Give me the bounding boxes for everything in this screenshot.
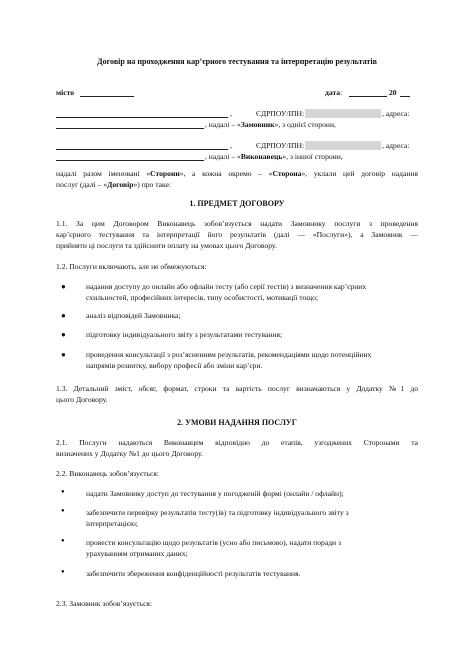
bullet-dot-icon: ● [61,282,66,291]
contractor-name-blank[interactable] [56,149,228,150]
s1-p3-line2: цього Договору. [56,395,108,404]
intro-text-2: », а кожна окремо – « [179,169,273,178]
contractor-role-name: Виконавець [240,152,283,161]
client-role-text [205,120,336,130]
s2-bullet-1: надати Замовнику доступ до тестування у погодженій формі (онлайн / офлайн); [86,489,344,498]
client-suffix-post: », з однієї сторони, [274,120,336,129]
intro-line-2 [56,180,171,190]
year-prefix: 20 [389,88,397,97]
bullet-dot-icon: ● [61,330,66,339]
intro-text-3: », уклали цей договір надання [301,169,418,178]
contractor-suffix-pre: , надалі – « [205,152,241,161]
client-address-label: , адреса: [382,109,410,118]
city-blank[interactable] [80,96,134,97]
client-address-blank[interactable] [56,128,204,129]
client-name-blank[interactable] [56,117,228,118]
intro-text-5: ») про таке: [133,180,172,189]
s1-bullet-1-line1: надання доступу до онлайн або офлайн тесту (або серії тестів) з визначення кар’єрних [86,282,367,291]
s1-p1-line1: 1.1. За цим Договором Виконавець зобов’язується надати Замовнику послуги з проведення [56,219,418,228]
s1-bullet-2: аналіз відповідей Замовника; [86,311,181,320]
s1-p1-line2: кар’єрного тестування та інтерпретації його результатів (далі — «Послуги»), а Замовник — [56,230,418,239]
intro-bold-sides: Сторони [150,169,180,178]
bullet-dot-icon: ● [61,350,66,359]
intro-line-1 [56,169,418,179]
year-blank[interactable] [400,96,410,97]
intro-text-4: послуг (далі – « [56,180,108,189]
date-label: дата [325,88,341,97]
s2-p1-line1: 2.1. Послуги надаються Виконавцем відповідно до етапів, узгоджених Сторонами та [56,438,418,447]
contractor-edrpou-field[interactable] [305,141,381,150]
contractor-comma: , [230,141,232,150]
s2-p1-line2: визначених у Додатку №1 до цього Договору. [56,449,203,458]
client-edrpou-label: ЄДРПОУ/ІПН: [256,109,305,118]
contractor-address-label: , адреса: [382,141,410,150]
client-role-name: Замовник [240,120,275,129]
date-label-wrap [325,88,342,98]
intro-bold-side: Сторона [272,169,302,178]
document-title: Договір на проходження кар’єрного тестування та інтерпретацію результатів [97,57,377,66]
s1-p3-line1: 1.3. Детальний зміст, обсяг, формат, строки та вартість послуг визначаються у Додатку №1 до [56,384,418,393]
s2-p3: 2.3. Замовник зобов’язується: [56,599,153,608]
city-label: місто [56,88,75,97]
bullet-dot-icon: ● [61,508,65,514]
section-2-heading: 2. УМОВИ НАДАННЯ ПОСЛУГ [177,418,297,427]
bullet-dot-icon: ● [61,538,65,544]
s1-bullet-1-line2: схильностей, професійних інтересів, типу особистості, мотивації тощо; [86,293,319,302]
client-edrpou-field[interactable] [305,109,381,118]
s1-bullet-3: підготовку індивідуального звіту з результатами тестування; [86,330,283,339]
date-colon: : [340,88,343,97]
contractor-suffix-post: », з іншої сторони, [282,152,343,161]
date-blank[interactable] [349,96,387,97]
s1-p1-line3: прийняти ці послуги та здійснити оплату на умовах цього Договору. [56,241,277,250]
bullet-dot-icon: ● [61,569,65,575]
s1-bullet-4-line2: напрямів розвитку, вибору професії або зміни кар’єри. [86,361,263,370]
contractor-role-text [205,152,343,162]
s2-bullet-3-line1: провести консультацію щодо результатів (усно або письмово), надати поради з [86,538,342,547]
s2-bullet-4: забезпечити збереження конфіденційності результатів тестування. [86,569,301,578]
s1-bullet-4-line1: проведення консультації з роз’ясненням результатів, рекомендаціями щодо потенційних [86,350,372,359]
bullet-dot-icon: ● [61,311,66,320]
contractor-address-blank[interactable] [56,160,204,161]
client-suffix-pre: , надалі – « [205,120,241,129]
s2-bullet-2-line2: інтерпретацією; [86,519,138,528]
s2-bullet-3-line2: урахуванням отриманих даних; [86,549,188,558]
s2-p2: 2.2. Виконавець зобов’язується: [56,469,159,478]
bullet-dot-icon: ● [61,489,65,495]
intro-bold-contract: Договір [107,180,134,189]
s1-p2: 1.2. Послуги включають, але не обмежуються: [56,262,207,271]
client-comma: , [230,109,232,118]
section-1-heading: 1. ПРЕДМЕТ ДОГОВОРУ [189,199,285,208]
s2-bullet-2-line1: забезпечити перевірку результатів тесту(ів) та підготовку індивідуального звіту з [86,508,349,517]
intro-text-1: надалі разом іменовані « [56,169,151,178]
contractor-edrpou-label: ЄДРПОУ/ІПН: [256,141,305,150]
